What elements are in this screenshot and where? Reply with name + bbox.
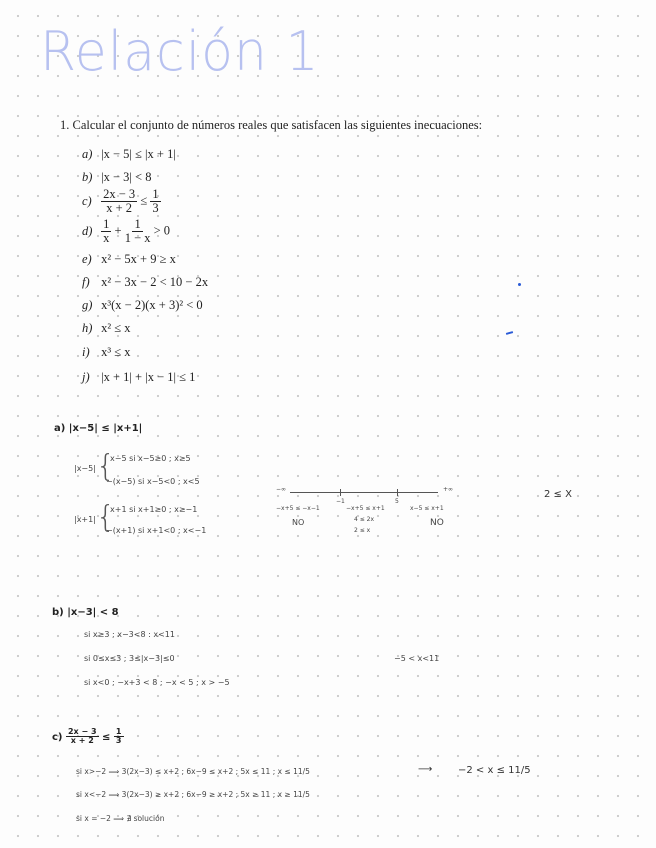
brace-2: { [96, 500, 116, 535]
fraction-1: $\frac{1}{x}$ [103, 217, 110, 246]
item-label: j) [82, 370, 90, 384]
item-expr: |x − 5| ≤ |x + 1| [101, 147, 176, 161]
solution-b-heading: b) |x−3| < 8 [52, 607, 119, 618]
problem-item-j [82, 370, 195, 385]
item-expr: |x + 1| + |x − 1| ≤ 1 [101, 370, 196, 384]
fraction-2: $\frac{1}{1 - x}$ [124, 217, 151, 246]
solution-c-row-1: si x>−2 ⟹ 3(2x−3) ≤ x+2 ; 6x−9 ≤ x+2 ; 5x ≤ 11 ; x ≤ 11/5 [76, 767, 310, 776]
solution-b-row-1: si x≥3 ; x−3<8 : x<11 [84, 630, 175, 639]
solution-c-row-3: si x = −2 ⟹ ∄ solución [76, 814, 165, 823]
item-label: f) [82, 275, 90, 289]
case-1-row-2: −(x−5) si x−5<0 ; x<5 [106, 477, 200, 486]
item-expr: x² − 5x + 9 ≥ x [101, 252, 176, 266]
item-label: c) [82, 193, 92, 208]
item-expr: x³(x − 2)(x + 3)² < 0 [101, 298, 203, 312]
solution-b-row-3: si x<0 ; −x+3 < 8 ; −x < 5 ; x > −5 [84, 678, 230, 687]
abs-x-minus-5: |x−5| [74, 464, 96, 473]
solution-a-answer: 2 ≤ X [544, 489, 572, 500]
solution-c-fraction-rhs: $\frac{1}{3}$ [115, 727, 122, 746]
tick-label-5: 5 [395, 498, 399, 505]
problem-item-b [82, 170, 151, 185]
segment-2-ineq: −x+5 ≤ x+1 [346, 505, 385, 512]
tick-5 [397, 489, 398, 496]
item-expr: x² ≤ x [101, 321, 131, 335]
item-expr: |x − 3| < 8 [101, 170, 152, 184]
item-label: d) [82, 223, 93, 238]
problem-item-a [82, 147, 176, 162]
problem-item-c [82, 188, 161, 215]
segment-1-ineq: −x+5 ≤ −x−1 [276, 505, 320, 512]
abs-x-plus-1: |x+1| [74, 515, 96, 524]
segment-1-result: NO [292, 518, 305, 527]
solution-c-arrow: ⟶ [418, 764, 433, 775]
item-label: e) [82, 252, 92, 266]
line-left-label: −∞ [276, 486, 287, 493]
item-expr: x³ ≤ x [101, 345, 131, 359]
stray-dot [518, 283, 521, 286]
problem-heading: 1. Calcular el conjunto de números reales que satisfacen las siguientes inecuaciones: [60, 118, 483, 132]
problem-item-e [82, 252, 176, 267]
solution-b-row-2: si 0≤x≤3 ; 3≤|x−3|≤0 [84, 654, 175, 663]
fraction-lhs: $\frac{2x - 3}{x + 2}$ [103, 187, 136, 216]
solution-b-answer: −5 < x<11 [394, 654, 440, 663]
stray-mark [506, 331, 513, 335]
tick-label-minus-1: −1 [336, 498, 345, 505]
item-label: i) [82, 345, 90, 359]
item-label: g) [82, 298, 93, 312]
brace-1: { [96, 449, 116, 484]
segment-2-result: 2 ≤ x [354, 527, 371, 534]
item-label: a) [82, 147, 93, 161]
case-1-row-1: x−5 si x−5≥0 ; x≥5 [110, 454, 191, 463]
case-2-row-2: −(x+1) si x+1<0 ; x<−1 [106, 526, 207, 535]
solution-a-heading: a) |x−5| ≤ |x+1| [54, 423, 143, 434]
problem-item-i [82, 345, 130, 360]
item-label: b) [82, 170, 93, 184]
solution-c-heading [52, 728, 124, 746]
relation: > 0 [153, 223, 171, 238]
page-title: Relación 1 [40, 20, 320, 84]
segment-3-result: NO [430, 518, 444, 528]
segment-3-ineq: x−5 ≤ x+1 [410, 505, 444, 512]
segment-2-step: 4 ≤ 2x [354, 516, 375, 523]
relation: ≤ [102, 731, 111, 743]
problem-item-g [82, 298, 203, 313]
fraction-rhs: $\frac{1}{3}$ [152, 187, 159, 216]
number-line [290, 492, 438, 493]
solution-c-label: c) [52, 731, 63, 743]
tick-minus-1 [340, 489, 341, 496]
item-label: h) [82, 321, 93, 335]
case-2-row-1: x+1 si x+1≥0 ; x≥−1 [110, 505, 198, 514]
item-expr: x² − 3x − 2 < 10 − 2x [101, 275, 209, 289]
line-right-label: +∞ [443, 486, 454, 493]
problem-item-d: d) $\frac{1}{x}$ + $\frac{1}{1 - x}$ > 0 [82, 217, 171, 246]
solution-c-fraction-lhs: $\frac{2x - 3}{x + 2}$ [67, 727, 97, 746]
solution-c-answer: −2 < x ≤ 11/5 [458, 765, 531, 776]
relation: ≤ [140, 193, 148, 208]
problem-item-f [82, 275, 208, 290]
solution-c-row-2: si x<−2 ⟹ 3(2x−3) ≥ x+2 ; 6x−9 ≥ x+2 ; 5x ≥ 11 ; x ≥ 11/5 [76, 790, 310, 799]
problem-item-h [82, 321, 130, 336]
